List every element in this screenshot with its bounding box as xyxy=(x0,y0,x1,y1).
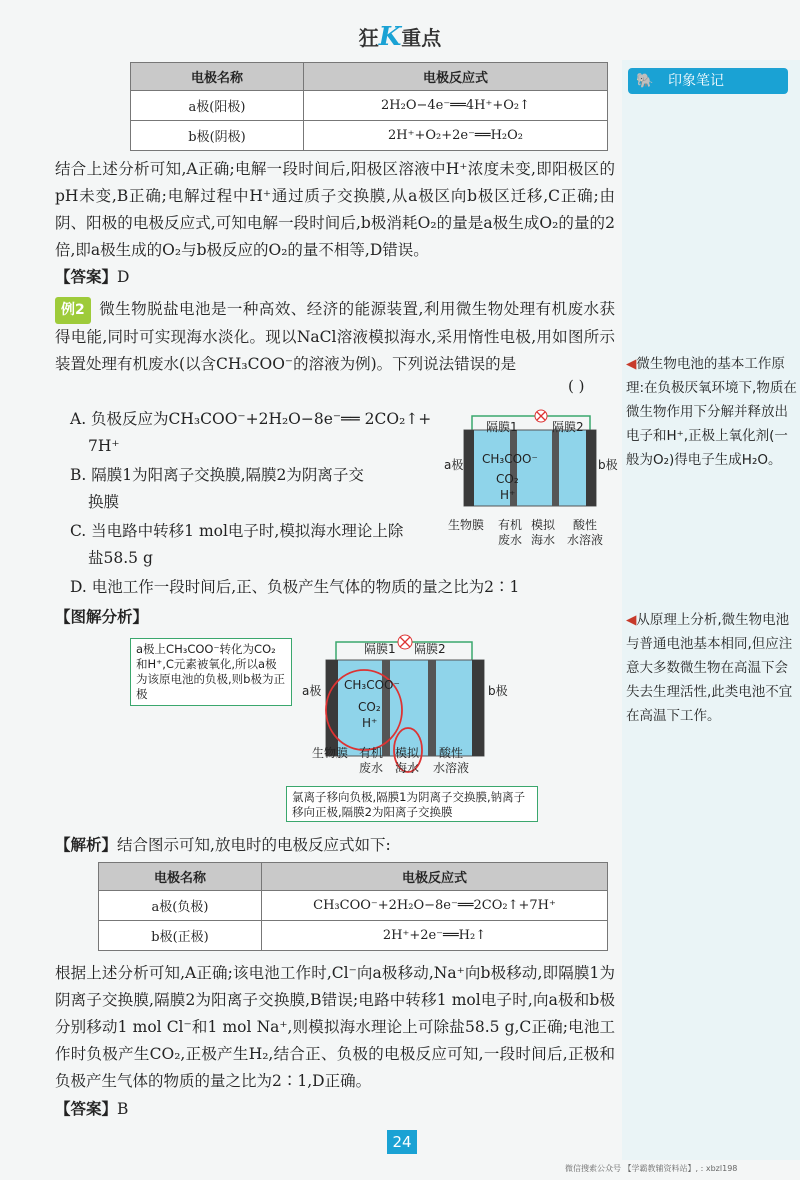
label-organic-waste: 有机 废水 xyxy=(358,746,383,775)
example-2-stem: 例2 微生物脱盐电池是一种高效、经济的能源装置,利用微生物处理有机废水获得电能,同时可实现海水淡化。现以NaCl溶液模拟海水,采用惰性电极,用如图所示装置处理有机废水(以含CH₃COO⁻的溶液为例)。下列说法错误的是 xyxy=(55,296,615,378)
footer-watermark: 微信搜索公众号 【学霸教辅资料站】, : xbzl198 xyxy=(565,1164,738,1173)
membrane-2-label: 隔膜2 xyxy=(552,420,584,434)
label-biofilm: 生物膜 xyxy=(312,746,349,760)
analysis-title: 【图解分析】 xyxy=(55,608,149,626)
sidebar-note-2: ◀从原理上分析,微生物电池与普通电池基本相同,但应注意大多数微生物在高温下会失去生理活性,此类电池不宜在高温下工作。 xyxy=(626,612,793,724)
solution-intro: 【解析】结合图示可知,放电时的电极反应式如下: xyxy=(55,836,391,854)
example-badge: 例2 xyxy=(55,297,91,324)
b-electrode-label: b极 xyxy=(488,684,508,698)
table-header: 电极反应式 xyxy=(304,63,608,91)
option-c-cont: 盐58.5 g xyxy=(88,549,153,567)
label-acid-solution: 酸性 水溶液 xyxy=(432,746,469,775)
triangle-marker-icon: ◀ xyxy=(626,612,637,628)
b-electrode-label: b极 xyxy=(598,458,618,472)
species-h: H⁺ xyxy=(362,716,378,730)
header-k-logo: K xyxy=(378,22,402,52)
species-acetate: CH₃COO⁻ xyxy=(344,678,400,692)
table-cell: a极(阳极) xyxy=(131,91,304,121)
table-header: 电极反应式 xyxy=(262,863,608,891)
note-left: a极上CH₃COO⁻转化为CO₂和H⁺,C元素被氧化,所以a极为该原电池的负极,则b极为正极 xyxy=(130,638,292,706)
page-header xyxy=(0,22,800,52)
table-cell: b极(正极) xyxy=(99,921,262,951)
label-seawater: 模拟 海水 xyxy=(530,518,555,547)
table-header: 电极名称 xyxy=(99,863,262,891)
page-number: 24 xyxy=(387,1130,417,1154)
option-b: B. 隔膜1为阳离子交换膜,隔膜2为阴离子交 xyxy=(70,466,364,484)
electrode-table-1 xyxy=(130,62,608,151)
membrane-1-label: 隔膜1 xyxy=(364,642,396,656)
option-d: D. 电池工作一段时间后,正、负极产生气体的物质的量之比为2∶1 xyxy=(70,578,520,596)
species-acetate: CH₃COO⁻ xyxy=(482,452,538,466)
table-cell: 2H⁺+2e⁻══H₂↑ xyxy=(262,921,608,951)
table-cell: 2H⁺+O₂+2e⁻══H₂O₂ xyxy=(304,121,608,151)
table-cell: 2H₂O−4e⁻══4H⁺+O₂↑ xyxy=(304,91,608,121)
membrane-2-label: 隔膜2 xyxy=(414,642,446,656)
answer-bracket: ( ) xyxy=(568,377,585,395)
elephant-icon: 🐘 xyxy=(636,73,654,89)
analysis-paragraph-1: 结合上述分析可知,A正确;电解一段时间后,阳极区溶液中H⁺浓度未变,即阳极区的pH未变,B正确;电解过程中H⁺通过质子交换膜,从a极区向b极区迁移,C正确;由阴、阳极的电极反应式,可知电解一段时间后,b极消耗O₂的量是a极生成O₂的量的2倍,即a极生成的O₂与b极反应的O₂的量不相等,D错误。 xyxy=(55,160,615,259)
header-left: 狂 xyxy=(358,26,379,50)
triangle-marker-icon: ◀ xyxy=(626,356,637,372)
label-organic-waste: 有机 废水 xyxy=(497,518,522,547)
sidebar-note-1: ◀微生物电池的基本工作原理:在负极厌氧环境下,物质在微生物作用下分解并释放出电子和H⁺,正极上氧化剂(一般为O₂)得电子生成H₂O。 xyxy=(626,356,797,468)
label-seawater: 模拟 海水 xyxy=(394,746,419,775)
sidebar-title: 🐘 印象笔记 xyxy=(628,68,788,94)
option-c: C. 当电路中转移1 mol电子时,模拟海水理论上除 xyxy=(70,522,404,540)
a-electrode-label: a极 xyxy=(302,684,322,698)
table-cell: b极(阴极) xyxy=(131,121,304,151)
species-h: H⁺ xyxy=(500,488,516,502)
electrode-table-2 xyxy=(98,862,608,951)
label-biofilm: 生物膜 xyxy=(448,518,485,532)
species-co2: CO₂ xyxy=(496,472,519,486)
answer-2: 【答案】B xyxy=(55,1100,129,1118)
a-electrode-label: a极 xyxy=(444,458,464,472)
analysis-paragraph-2: 根据上述分析可知,A正确;该电池工作时,Cl⁻向a极移动,Na⁺向b极移动,即隔膜1为阴离子交换膜,隔膜2为阳离子交换膜,B错误;电路中转移1 mol电子时,向a极和b极分别移动1 mol Cl⁻和1 mol Na⁺,则模拟海水理论上可除盐58.5 g,C正确;电池工作时负极产生CO₂,正极产生H₂,结合正、负极的电极反应可知,一段时间后,正极和负极产生气体的物质的量之比为2∶1,D正确。 xyxy=(55,964,615,1090)
answer-1: 【答案】D xyxy=(55,268,130,286)
membrane-1-label: 隔膜1 xyxy=(486,420,518,434)
option-b-cont: 换膜 xyxy=(88,493,120,511)
option-a-cont: 7H⁺ xyxy=(88,437,120,455)
header-right: 重点 xyxy=(401,26,442,50)
table-cell: CH₃COO⁻+2H₂O−8e⁻══2CO₂↑+7H⁺ xyxy=(262,891,608,921)
species-co2: CO₂ xyxy=(358,700,381,714)
note-bottom: 氯离子移向负极,隔膜1为阴离子交换膜,钠离子移向正极,隔膜2为阳离子交换膜 xyxy=(286,786,538,822)
option-a: A. 负极反应为CH₃COO⁻+2H₂O−8e⁻══ 2CO₂↑+ xyxy=(70,410,432,428)
table-cell: a极(负极) xyxy=(99,891,262,921)
label-acid-solution: 酸性 水溶液 xyxy=(566,518,603,547)
table-header: 电极名称 xyxy=(131,63,304,91)
